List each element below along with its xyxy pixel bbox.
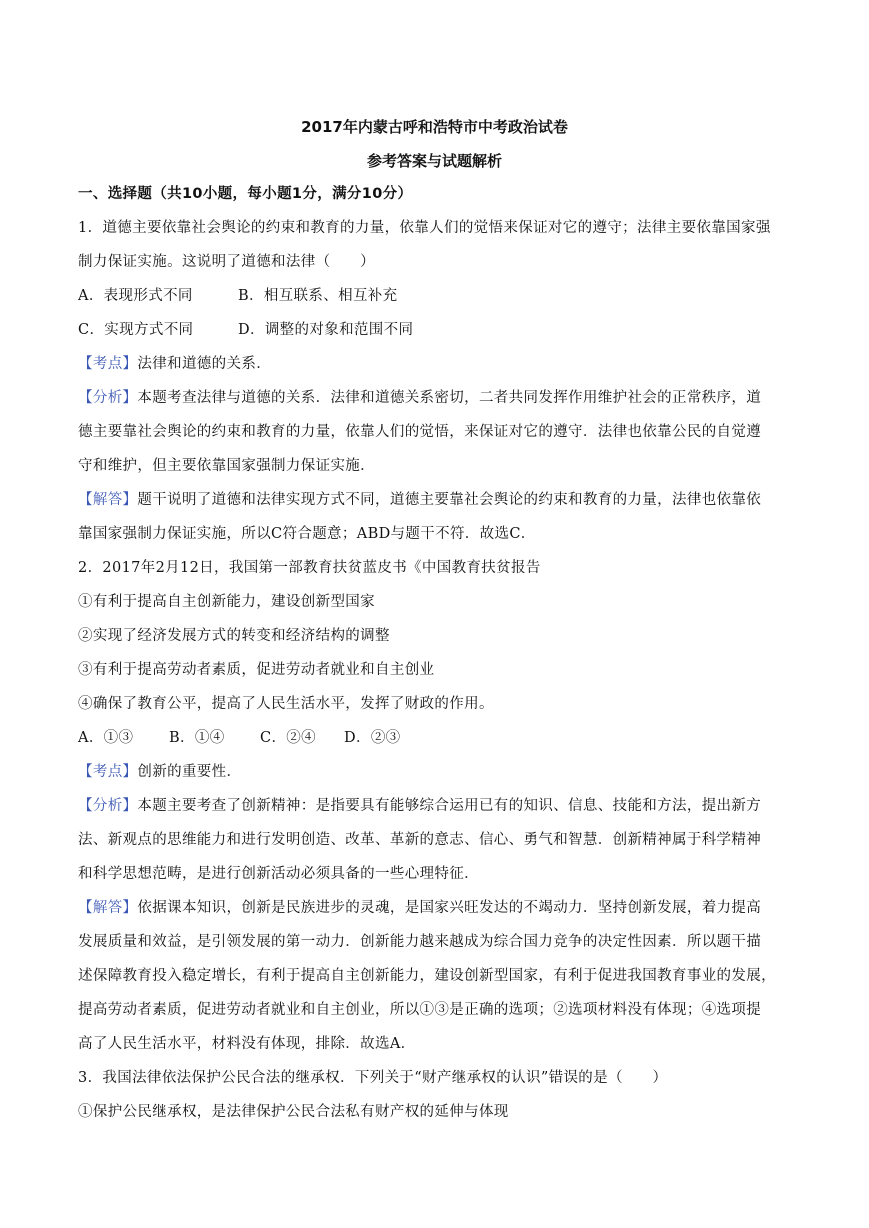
q2-fenxi-line2: 法、新观点的思维能力和进行发明创造、改革、革新的意志、信心、勇气和智慧．创新精神属于科学精神 <box>78 832 762 848</box>
q1-jieda-line2: 靠国家强制力保证实施，所以C符合题意；ABD与题干不符．故选C． <box>78 526 536 542</box>
q2-kaodian <box>78 760 798 781</box>
q1-options-row1 <box>78 284 798 305</box>
q2-option-d: D．②③ <box>344 730 401 746</box>
jieda-tag: 【解答】 <box>78 492 138 508</box>
q2-item-1: ①有利于提高自主创新能力，建设创新型国家 <box>78 594 375 610</box>
q2-jieda-text: 依据课本知识，创新是民族进步的灵魂，是国家兴旺发达的不竭动力．坚持创新发展，着力提高 <box>137 900 762 916</box>
q2-jieda-line3: 述保障教育投入稳定增长，有利于提高自主创新能力，建设创新型国家，有利于促进我国教育事业的发展， <box>78 968 776 984</box>
q3-item-1: ①保护公民继承权，是法律保护公民合法私有财产权的延伸与体现 <box>78 1104 509 1120</box>
jieda-tag: 【解答】 <box>78 900 138 916</box>
q1-fenxi-line2: 德主要靠社会舆论的约束和教育的力量，依靠人们的觉悟，来保证对它的遵守．法律也依靠公民的自觉遵 <box>78 424 762 440</box>
q2-option-a: A．①③ <box>78 730 134 746</box>
q1-fenxi-line1 <box>78 386 798 407</box>
q2-jieda-line5: 高了人民生活水平，材料没有体现，排除．故选A． <box>78 1036 416 1052</box>
q1-kaodian-text: 法律和道德的关系． <box>137 356 272 372</box>
q1-jieda-text: 题干说明了道德和法律实现方式不同，道德主要靠社会舆论的约束和教育的力量，法律也依靠依 <box>137 492 762 508</box>
q2-jieda-line4: 提高劳动者素质，促进劳动者就业和自主创业，所以①③是正确的选项；②选项材料没有体现；④选项提 <box>78 1002 762 1018</box>
q1-kaodian <box>78 352 798 373</box>
q2-stem: 2．2017年2月12日，我国第一部教育扶贫蓝皮书《中国教育扶贫报告 <box>78 560 541 576</box>
q1-option-a: A．表现形式不同 <box>78 288 193 304</box>
page-title: 2017年内蒙古呼和浩特市中考政治试卷 <box>301 118 568 136</box>
q1-option-c: C．实现方式不同 <box>78 322 194 338</box>
q2-fenxi-line3: 和科学思想范畴，是进行创新活动必须具备的一些心理特征． <box>78 866 479 882</box>
q2-fenxi-text: 本题主要考查了创新精神：是指要具有能够综合运用已有的知识、信息、技能和方法，提出新方 <box>137 798 762 814</box>
q1-option-b: B．相互联系、相互补充 <box>238 288 398 304</box>
q2-options-row <box>78 726 798 747</box>
q1-fenxi-text: 本题考查法律与道德的关系．法律和道德关系密切，二者共同发挥作用维护社会的正常秩序，道 <box>137 390 762 406</box>
q2-kaodian-text: 创新的重要性． <box>137 764 242 780</box>
fenxi-tag: 【分析】 <box>78 798 138 814</box>
fenxi-tag: 【分析】 <box>78 390 138 406</box>
q1-options-row2 <box>78 318 798 339</box>
q2-fenxi-line1 <box>78 794 798 815</box>
q2-option-b: B．①④ <box>169 730 225 746</box>
kaodian-tag: 【考点】 <box>78 764 138 780</box>
q2-jieda-line1 <box>78 896 798 917</box>
q3-stem: 3．我国法律依法保护公民合法的继承权．下列关于“财产继承权的认识”错误的是（ ） <box>78 1070 668 1086</box>
q2-item-3: ③有利于提高劳动者素质，促进劳动者就业和自主创业 <box>78 662 435 678</box>
page-subtitle: 参考答案与试题解析 <box>366 152 502 170</box>
q2-jieda-line2: 发展质量和效益，是引领发展的第一动力．创新能力越来越成为综合国力竞争的决定性因素．所以题干描 <box>78 934 762 950</box>
section-heading: 一、选择题（共10小题，每小题1分，满分10分） <box>78 186 413 202</box>
q2-option-c: C．②④ <box>260 730 316 746</box>
q1-stem-line1: 1．道德主要依靠社会舆论的约束和教育的力量，依靠人们的觉悟来保证对它的遵守；法律主要依靠国家强 <box>78 220 771 236</box>
q1-fenxi-line3: 守和维护，但主要依靠国家强制力保证实施． <box>78 458 375 474</box>
q1-jieda-line1 <box>78 488 798 509</box>
kaodian-tag: 【考点】 <box>78 356 138 372</box>
q2-item-2: ②实现了经济发展方式的转变和经济结构的调整 <box>78 628 390 644</box>
q2-item-4: ④确保了教育公平，提高了人民生活水平，发挥了财政的作用。 <box>78 696 494 712</box>
q1-option-d: D．调整的对象和范围不同 <box>238 322 414 338</box>
q1-stem-line2: 制力保证实施。这说明了道德和法律（ ） <box>78 254 375 270</box>
